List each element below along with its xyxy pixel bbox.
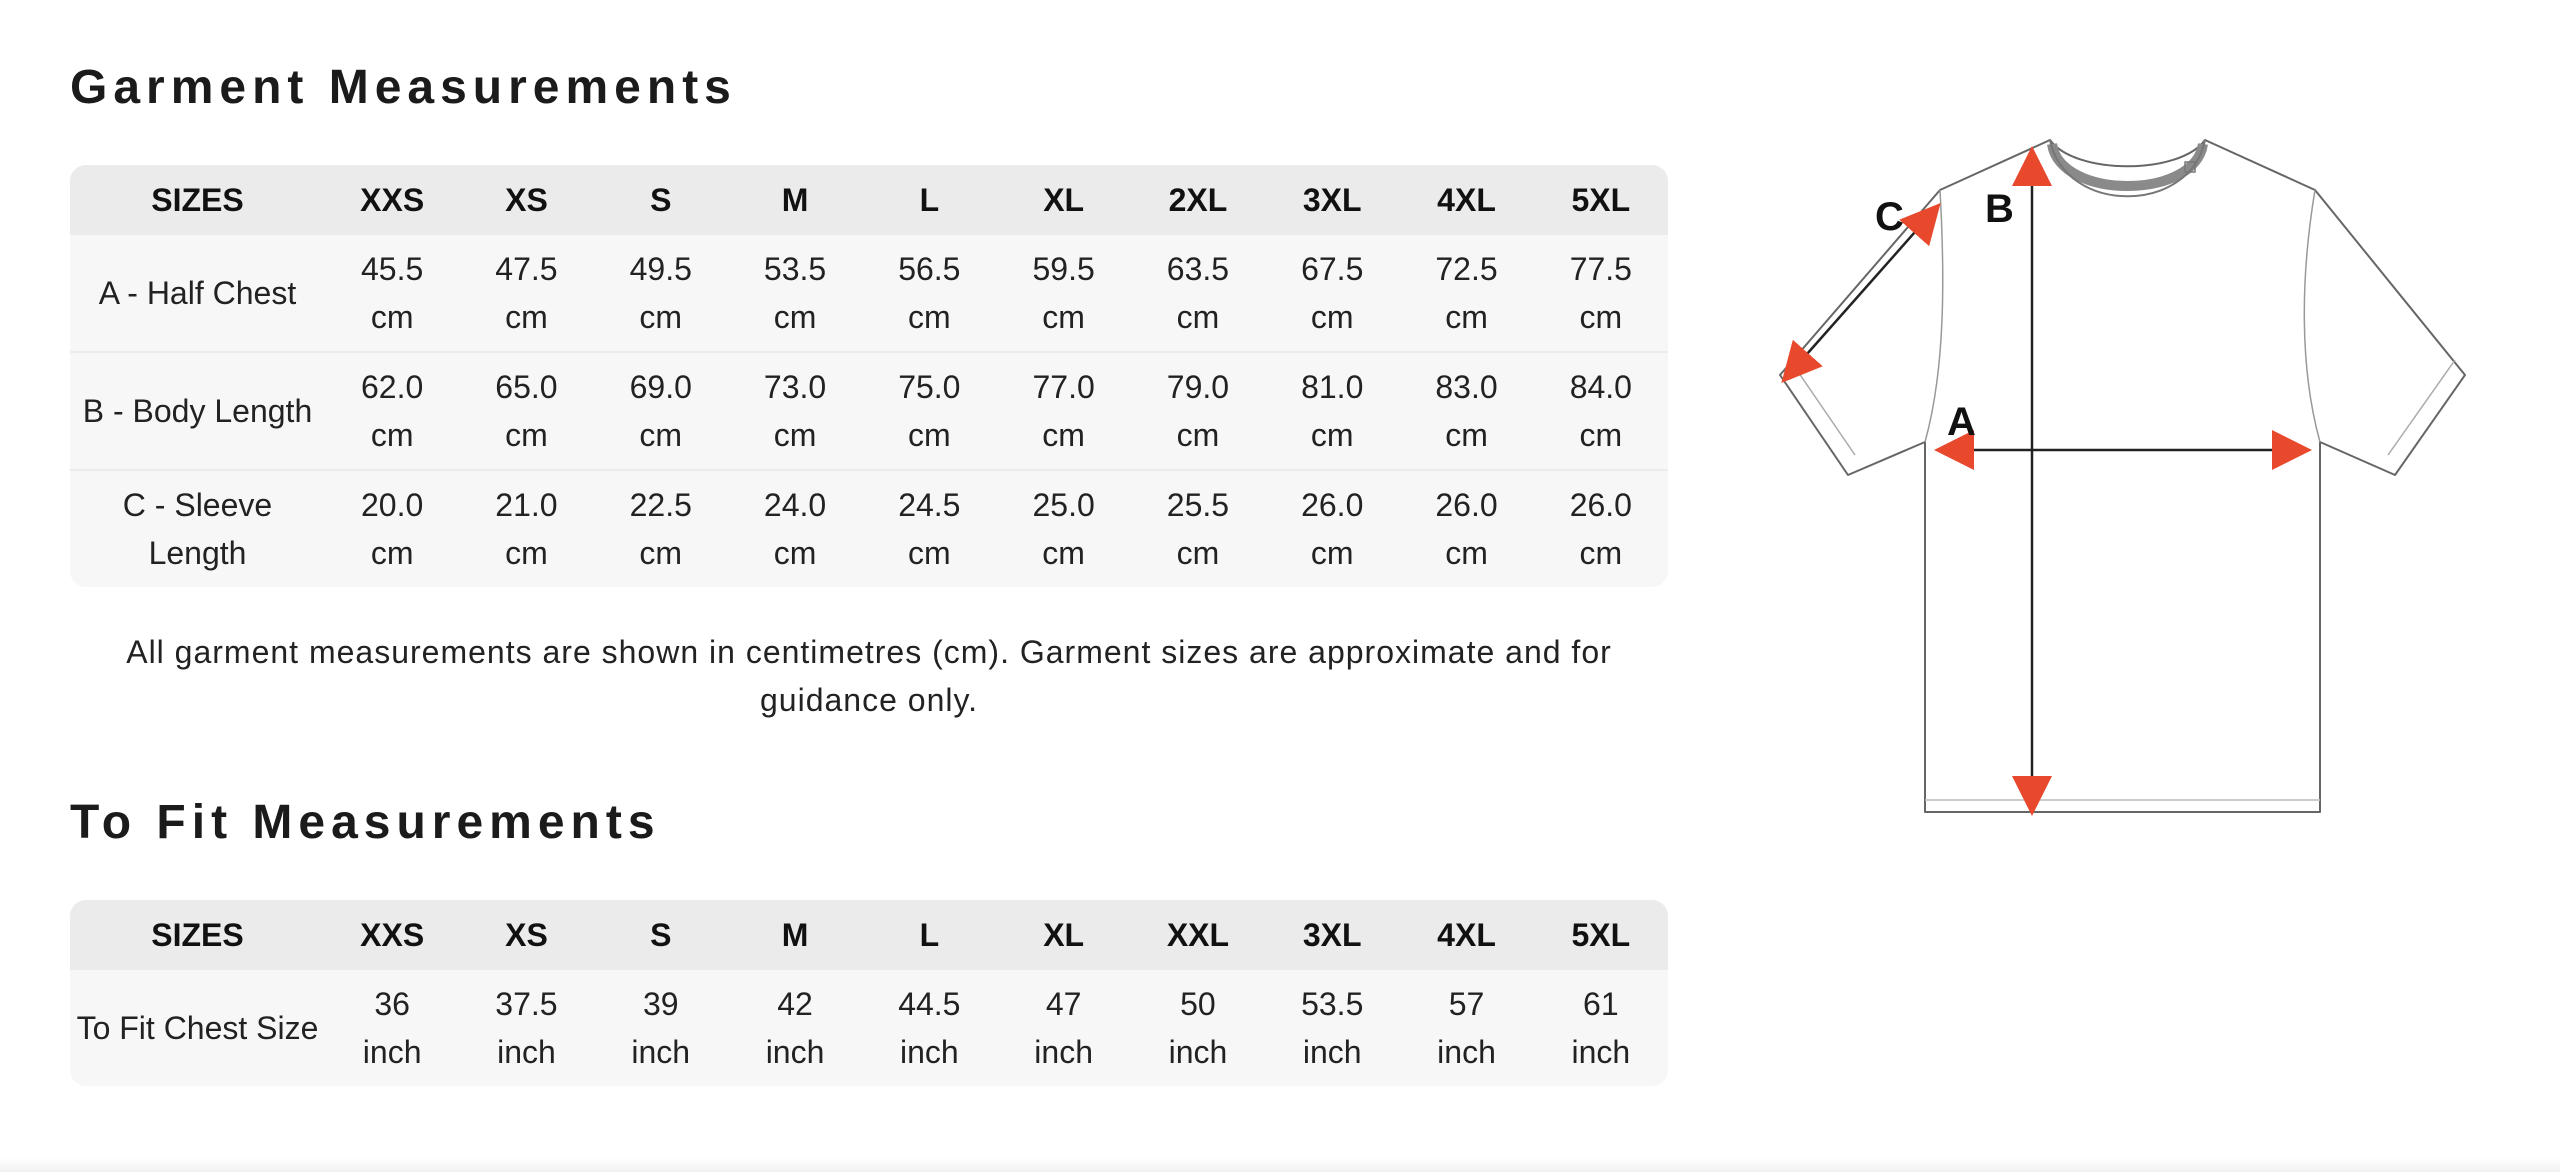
cell-unit: cm	[1310, 535, 1354, 571]
column-header: 3XL	[1265, 900, 1399, 970]
table-cell	[996, 351, 1130, 469]
table-header-row	[70, 165, 1668, 235]
cell-value: 45.5	[361, 251, 424, 287]
cell-unit: cm	[1579, 417, 1623, 453]
column-header: M	[728, 165, 862, 235]
cell-value: 53.5	[1301, 986, 1364, 1022]
table-cell	[1265, 970, 1399, 1086]
cell-value: 21.0	[495, 487, 558, 523]
column-header: 5XL	[1534, 900, 1668, 970]
cell-value: 50	[1180, 986, 1216, 1022]
table-cell	[594, 970, 728, 1086]
table-cell	[862, 970, 996, 1086]
row-label: A - Half Chest	[70, 235, 325, 351]
cell-value: 25.0	[1032, 487, 1095, 523]
table-cell	[1265, 469, 1399, 587]
cell-value: 61	[1583, 986, 1619, 1022]
cell-unit: cm	[908, 417, 951, 453]
cell-value: 62.0	[361, 369, 424, 405]
cell-unit: inch	[1034, 1034, 1093, 1070]
table-cell	[862, 235, 996, 351]
cell-unit: cm	[1445, 417, 1488, 453]
to-fit-measurements-title: To Fit Measurements	[70, 796, 661, 849]
cell-unit: cm	[1310, 417, 1354, 453]
column-header: 5XL	[1534, 165, 1668, 235]
table-cell	[1265, 235, 1399, 351]
label-c: C	[1875, 195, 1904, 239]
column-header: 4XL	[1399, 900, 1533, 970]
cell-unit: cm	[1445, 299, 1488, 335]
table-cell	[1534, 469, 1668, 587]
table-cell	[1399, 351, 1533, 469]
garment-measurements-title: Garment Measurements	[70, 61, 737, 114]
cell-unit: cm	[370, 417, 414, 453]
cell-unit: cm	[1176, 535, 1220, 571]
table-cell	[459, 235, 593, 351]
cell-unit: cm	[1176, 299, 1220, 335]
table-cell	[594, 469, 728, 587]
cell-value: 24.5	[898, 487, 961, 523]
cell-value: 73.0	[763, 369, 827, 405]
cell-value: 22.5	[629, 487, 692, 523]
table-cell	[1131, 469, 1265, 587]
cell-unit: cm	[908, 535, 951, 571]
to-fit-measurements-table	[70, 900, 1668, 1086]
cell-unit: cm	[505, 299, 548, 335]
cell-value: 72.5	[1435, 251, 1498, 287]
column-header: S	[594, 900, 728, 970]
cell-unit: inch	[765, 1034, 825, 1070]
cell-unit: cm	[1445, 535, 1488, 571]
cell-unit: cm	[1176, 417, 1220, 453]
table-cell	[325, 469, 459, 587]
table-cell	[325, 970, 459, 1086]
cell-value: 26.0	[1435, 487, 1498, 523]
table-cell	[1399, 970, 1533, 1086]
cell-value: 81.0	[1301, 369, 1364, 405]
bottom-shadow	[0, 1158, 2560, 1172]
cell-unit: inch	[631, 1034, 691, 1070]
table-cell	[728, 970, 862, 1086]
cell-unit: cm	[639, 299, 683, 335]
table-cell	[594, 235, 728, 351]
cell-value: 59.5	[1032, 251, 1095, 287]
label-b: B	[1985, 187, 2014, 231]
cell-unit: inch	[899, 1034, 959, 1070]
table-cell	[325, 235, 459, 351]
table-row	[70, 351, 1668, 469]
garment-measurements-table	[70, 165, 1668, 587]
cell-value: 47.5	[495, 251, 558, 287]
column-header: L	[862, 900, 996, 970]
cell-value: 77.0	[1032, 369, 1095, 405]
table-cell	[459, 351, 593, 469]
cell-unit: cm	[370, 299, 414, 335]
table-cell	[459, 469, 593, 587]
cell-unit: cm	[908, 299, 951, 335]
cell-unit: cm	[1310, 299, 1354, 335]
cell-value: 25.5	[1166, 487, 1230, 523]
cell-unit: inch	[1302, 1034, 1362, 1070]
table-row	[70, 970, 1668, 1086]
cell-value: 26.0	[1301, 487, 1364, 523]
column-header: SIZES	[70, 165, 325, 235]
table-cell	[1534, 235, 1668, 351]
table-cell	[862, 351, 996, 469]
tshirt-outline	[1780, 140, 2465, 812]
cell-unit: cm	[370, 535, 414, 571]
table-cell	[1265, 351, 1399, 469]
cell-value: 20.0	[361, 487, 424, 523]
column-header: XXS	[325, 900, 459, 970]
table-cell	[862, 469, 996, 587]
cell-unit: cm	[773, 535, 817, 571]
table-cell	[728, 235, 862, 351]
cell-unit: inch	[1168, 1034, 1228, 1070]
column-header: XS	[459, 165, 593, 235]
column-header: XXL	[1131, 900, 1265, 970]
table-cell	[325, 351, 459, 469]
column-header: 3XL	[1265, 165, 1399, 235]
cell-unit: inch	[362, 1034, 422, 1070]
table-cell	[996, 235, 1130, 351]
column-header: XL	[996, 165, 1130, 235]
cell-value: 26.0	[1569, 487, 1632, 523]
cell-value: 47	[1045, 986, 1082, 1022]
cell-value: 77.5	[1569, 251, 1632, 287]
cell-value: 75.0	[898, 369, 961, 405]
cell-value: 65.0	[495, 369, 558, 405]
column-header: XXS	[325, 165, 459, 235]
cell-value: 84.0	[1569, 369, 1632, 405]
table-cell	[1534, 970, 1668, 1086]
column-header: SIZES	[70, 900, 325, 970]
cell-unit: cm	[1579, 299, 1623, 335]
cell-value: 24.0	[763, 487, 827, 523]
tshirt-measurement-diagram	[1760, 120, 2470, 820]
row-label: To Fit Chest Size	[70, 970, 325, 1086]
cell-value: 44.5	[898, 986, 961, 1022]
cell-value: 37.5	[495, 986, 558, 1022]
column-header: XS	[459, 900, 593, 970]
table-cell	[1131, 235, 1265, 351]
measurement-note: All garment measurements are shown in centimetres (cm). Garment sizes are approximate and for guidance only.	[126, 634, 1612, 718]
table-cell	[996, 970, 1130, 1086]
table-cell	[1399, 469, 1533, 587]
cell-value: 63.5	[1166, 251, 1230, 287]
cell-value: 39	[642, 986, 679, 1022]
cell-unit: cm	[1042, 299, 1085, 335]
cell-unit: inch	[1437, 1034, 1496, 1070]
cell-value: 49.5	[629, 251, 692, 287]
cell-unit: cm	[773, 299, 817, 335]
column-header: M	[728, 900, 862, 970]
cell-value: 42	[777, 986, 813, 1022]
cell-value: 57	[1448, 986, 1485, 1022]
table-cell	[1131, 970, 1265, 1086]
table-cell	[1399, 235, 1533, 351]
column-header: L	[862, 165, 996, 235]
table-cell	[996, 469, 1130, 587]
table-row	[70, 469, 1668, 587]
label-a: A	[1947, 400, 1976, 444]
cell-unit: cm	[505, 417, 548, 453]
cell-value: 67.5	[1301, 251, 1364, 287]
cell-unit: inch	[497, 1034, 556, 1070]
cell-value: 83.0	[1435, 369, 1498, 405]
row-label: B - Body Length	[70, 351, 325, 469]
table-cell	[1534, 351, 1668, 469]
table-cell	[594, 351, 728, 469]
table-cell	[459, 970, 593, 1086]
table-header-row	[70, 900, 1668, 970]
cell-value: 69.0	[629, 369, 692, 405]
cell-unit: cm	[1042, 417, 1085, 453]
column-header: S	[594, 165, 728, 235]
cell-value: 36	[374, 986, 410, 1022]
cell-unit: cm	[505, 535, 548, 571]
cell-unit: cm	[773, 417, 817, 453]
row-label: C - Sleeve Length	[70, 469, 325, 587]
table-row	[70, 235, 1668, 351]
cell-unit: cm	[639, 417, 683, 453]
column-header: 4XL	[1399, 165, 1533, 235]
cell-unit: cm	[639, 535, 683, 571]
table-cell	[728, 351, 862, 469]
cell-unit: cm	[1042, 535, 1085, 571]
table-cell	[728, 469, 862, 587]
table-cell	[1131, 351, 1265, 469]
column-header: XL	[996, 900, 1130, 970]
cell-unit: inch	[1571, 1034, 1631, 1070]
cell-value: 56.5	[898, 251, 961, 287]
cell-unit: cm	[1579, 535, 1623, 571]
cell-value: 79.0	[1166, 369, 1230, 405]
cell-value: 53.5	[763, 251, 827, 287]
column-header: 2XL	[1131, 165, 1265, 235]
